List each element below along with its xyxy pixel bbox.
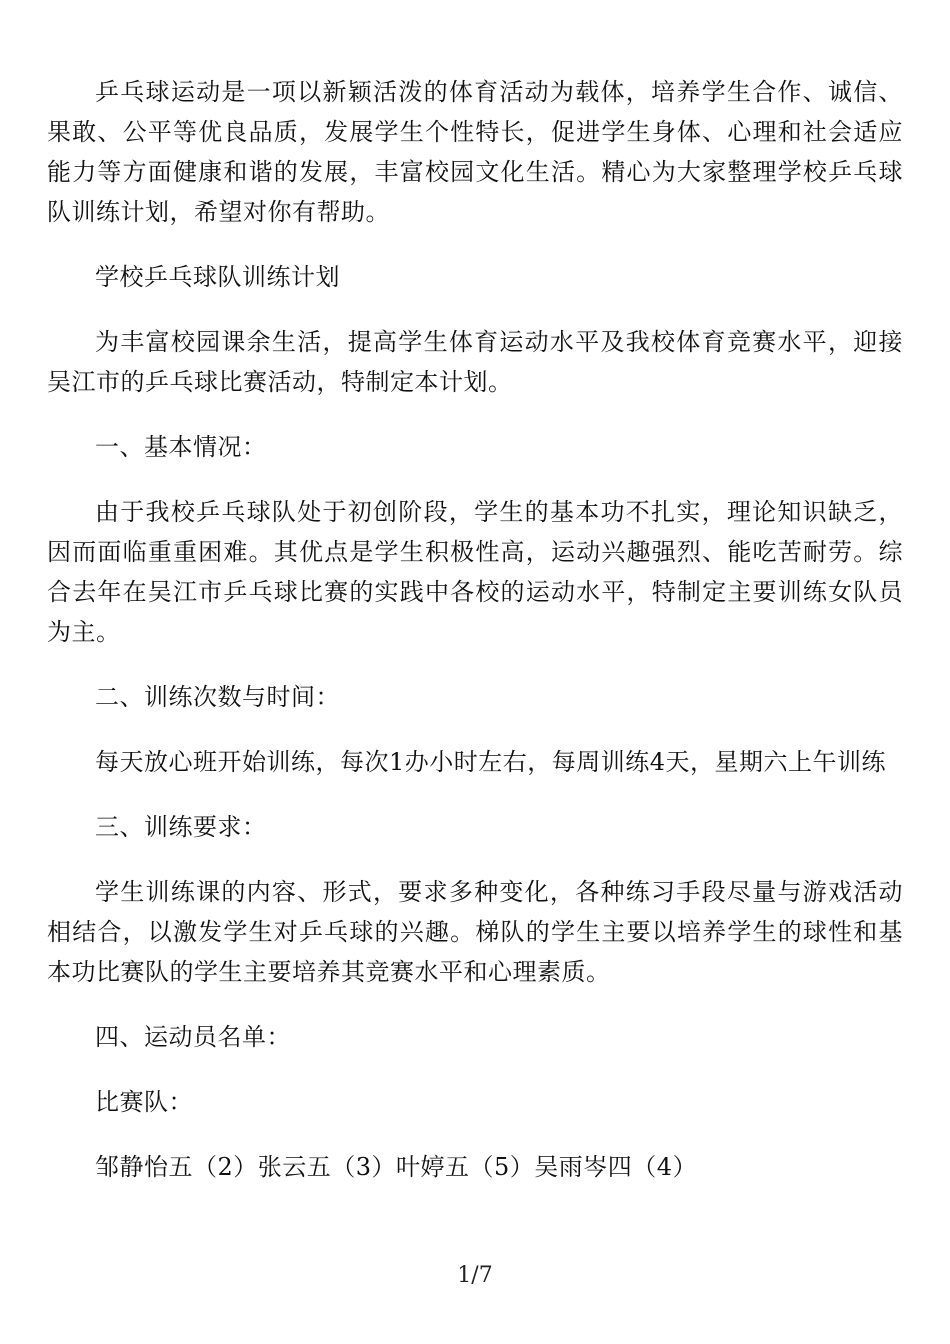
training-schedule-paragraph: 每天放心班开始训练，每次1办小时左右，每周训练4天，星期六上午训练 [95, 748, 887, 776]
competition-team-members: 邹静怡五（2）张云五（3）叶婷五（5）吴雨岑四（4） [95, 1153, 698, 1181]
purpose-paragraph: 为丰富校园课余生活，提高学生体育运动水平及我校体育竞赛水平，迎接吴江市的乒乓球比赛活动，特制定本计划。 [47, 328, 903, 396]
basic-situation-paragraph: 由于我校乒乓球队处于初创阶段，学生的基本功不扎实，理论知识缺乏，因而面临重重困难。其优点是学生积极性高，运动兴趣强烈、能吃苦耐劳。综合去年在吴江市乒乓球比赛的实践中各校的运动水平，特制定主要训练女队员为主。 [47, 498, 903, 646]
competition-team-label: 比赛队： [95, 1088, 193, 1116]
section-heading-athlete-list: 四、运动员名单： [95, 1023, 291, 1051]
section-heading-basic-situation: 一、基本情况： [95, 433, 267, 461]
page-number: 1/7 [457, 1263, 493, 1288]
document-body [47, 72, 903, 1212]
plan-title: 学校乒乓球队训练计划 [95, 263, 340, 291]
training-requirements-paragraph: 学生训练课的内容、形式，要求多种变化，各种练习手段尽量与游戏活动相结合，以激发学生对乒乓球的兴趣。梯队的学生主要以培养学生的球性和基本功比赛队的学生主要培养其竞赛水平和心理素质。 [47, 878, 903, 986]
section-heading-training-schedule: 二、训练次数与时间： [95, 683, 340, 711]
intro-paragraph: 乒乓球运动是一项以新颖活泼的体育活动为载体，培养学生合作、诚信、果敢、公平等优良品质，发展学生个性特长，促进学生身体、心理和社会适应能力等方面健康和谐的发展，丰富校园文化生活。精心为大家整理学校乒乓球队训练计划，希望对你有帮助。 [47, 78, 903, 226]
section-heading-training-requirements: 三、训练要求： [95, 813, 267, 841]
